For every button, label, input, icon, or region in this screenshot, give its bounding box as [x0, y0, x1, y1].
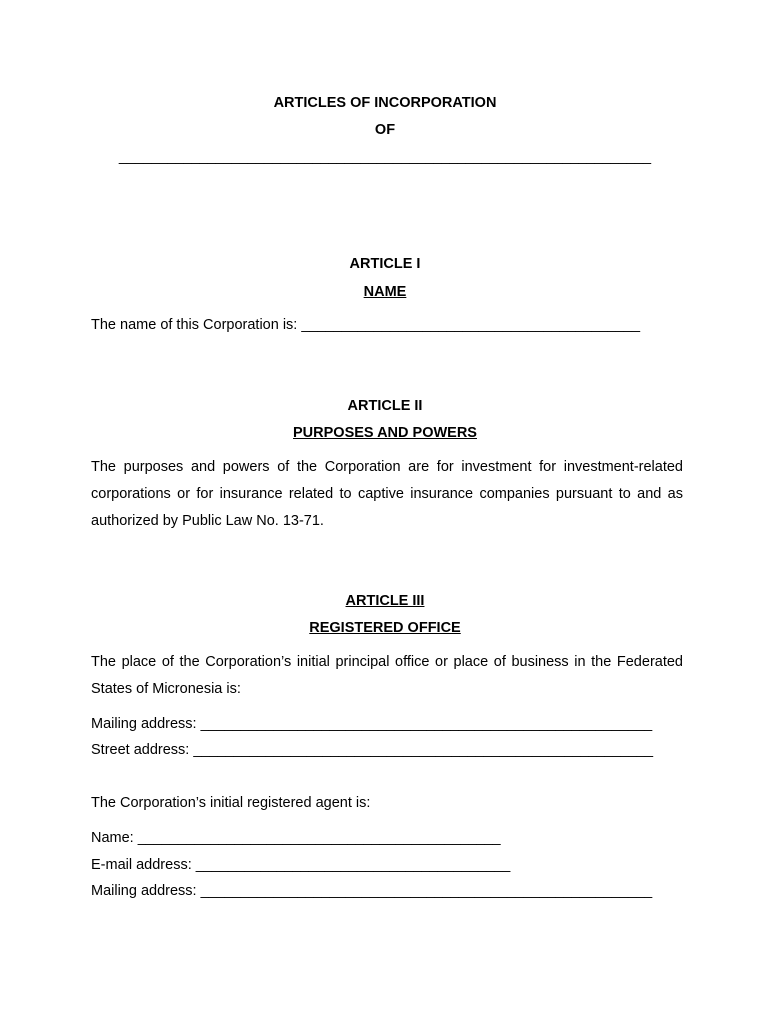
article-2-heading: ARTICLE II — [347, 398, 423, 414]
corporation-name-blank: __________________________________________________________________ — [118, 149, 652, 165]
article-1-subheading: NAME — [363, 284, 407, 300]
article-1-heading: ARTICLE I — [349, 256, 421, 272]
office-intro-line-1: The place of the Corporation’s initial principal office or place of business in the Federated — [91, 654, 683, 670]
article-3-subheading: REGISTERED OFFICE — [309, 620, 461, 636]
office-street-address-field: Street address: _________________________________________________________ — [91, 742, 654, 758]
corporation-name-line: The name of this Corporation is: __________________________________________ — [91, 317, 641, 333]
agent-email-field: E-mail address: _______________________________________ — [91, 857, 511, 873]
article-3-heading: ARTICLE III — [345, 593, 425, 609]
document-title: ARTICLES OF INCORPORATION — [273, 95, 497, 111]
title-of: OF — [374, 122, 396, 138]
agent-mailing-address-field: Mailing address: ________________________________________________________ — [91, 883, 653, 899]
office-intro-line-2: States of Micronesia is: — [91, 681, 241, 697]
office-mailing-address-field: Mailing address: ________________________________________________________ — [91, 716, 653, 732]
purposes-line-3: authorized by Public Law No. 13-71. — [91, 513, 324, 529]
agent-name-field: Name: _____________________________________________ — [91, 830, 501, 846]
purposes-line-1: The purposes and powers of the Corporation are for investment for investment-related — [91, 459, 683, 475]
purposes-line-2: corporations or for insurance related to captive insurance companies pursuant to and as — [91, 486, 683, 502]
article-2-subheading: PURPOSES AND POWERS — [293, 425, 477, 441]
registered-agent-intro: The Corporation’s initial registered agent is: — [91, 795, 371, 811]
